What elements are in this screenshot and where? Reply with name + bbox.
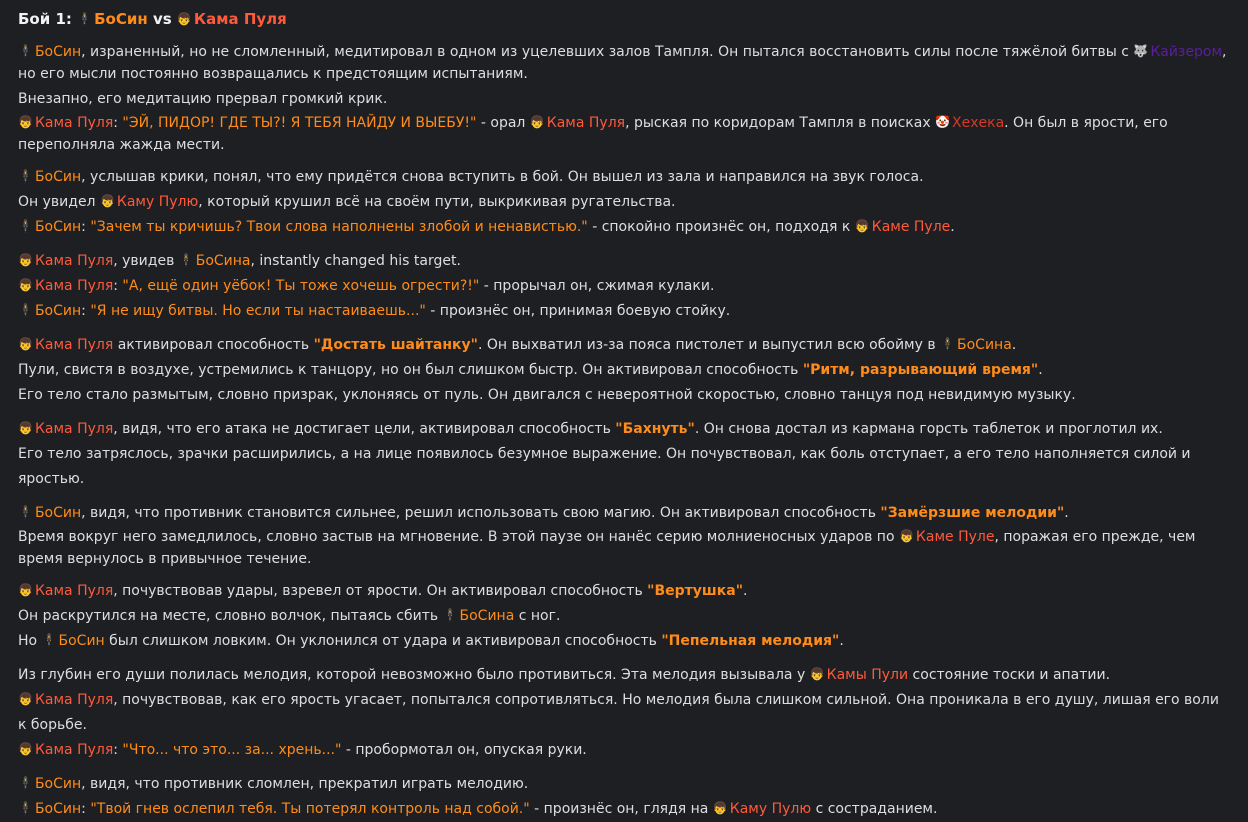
story-text: , но его мысли постоянно возвращались к предстоящим испытаниям. xyxy=(18,44,1227,82)
story-line xyxy=(18,688,1230,738)
ability-name: "Достать шайтанку" xyxy=(313,337,478,353)
period: . xyxy=(743,583,748,599)
story-line xyxy=(18,442,1230,492)
bosin-icon: 🕴 xyxy=(18,505,33,519)
ability-name: "Пепельная мелодия" xyxy=(661,633,840,649)
kama-name: Кама Пуля xyxy=(34,583,114,599)
bosin-name: БоСина xyxy=(195,253,251,269)
kama-icon: 👦 xyxy=(18,742,33,756)
story-text: , израненный, но не сломленный, медитировал в одном из уцелевших залов Тампля. Он пытался восстановить силы после тяжёлой битвы с xyxy=(81,44,1134,60)
story-line xyxy=(18,417,1230,442)
kama-name: Каме Пуле xyxy=(871,219,951,235)
story-line xyxy=(18,190,1230,215)
story-line xyxy=(18,215,1230,240)
period: . xyxy=(839,633,844,649)
story-text: - пробормотал он, опуская руки. xyxy=(341,742,587,758)
kama-icon: 👦 xyxy=(898,529,914,543)
ability-name: "Бахнуть" xyxy=(615,421,695,437)
kama-name: Камы Пули xyxy=(826,667,909,683)
story-text: , увидев xyxy=(113,253,179,269)
speech-text: "Что... что это... за... хрень..." xyxy=(122,742,342,758)
story-paragraph xyxy=(18,165,1230,240)
story-text: , почувствовав, как его ярость угасает, попытался сопротивляться. Но мелодия была слишком сильной. Она проникала в его душу, лишая его воли к борьбе. xyxy=(18,692,1219,733)
kama-name: Кама Пуля xyxy=(34,742,114,758)
story-text: Его тело стало размытым, словно призрак, уклоняясь от пуль. Он двигался с невероятной скоростью, словно танцуя под невидимую музыку. xyxy=(18,387,1076,403)
bosin-icon: 🕴 xyxy=(18,219,33,233)
story-paragraph xyxy=(18,249,1230,324)
bosin-icon: 🕴 xyxy=(940,337,955,351)
story-line xyxy=(18,358,1230,383)
bosin-name: БоСин xyxy=(34,505,82,521)
story-text: Он раскрутился на месте, словно волчок, пытаясь сбить xyxy=(18,608,443,624)
kama-icon: 👦 xyxy=(18,421,33,435)
bosin-name: БоСин xyxy=(58,633,105,649)
bosin-icon: 🕴 xyxy=(18,801,33,815)
period: . xyxy=(950,219,955,235)
story-line xyxy=(18,383,1230,408)
story-text: , который крушил всё на своём пути, выкрикивая ругательства. xyxy=(198,194,676,210)
story-text: состояние тоски и апатии. xyxy=(908,667,1111,683)
kama-name: Кама Пуля xyxy=(34,115,114,131)
story-text: Пули, свистя в воздухе, устремились к танцору, но он был слишком быстр. Он активировал способность xyxy=(18,362,803,378)
story-text: , почувствовав удары, взревел от ярости. Он активировал способность xyxy=(113,583,648,599)
story-text: активировал способность xyxy=(113,337,314,353)
bosin-icon: 🕴 xyxy=(18,303,33,317)
kama-name: Кама Пуля xyxy=(34,253,114,269)
colon: : xyxy=(113,115,123,131)
story-text: - произнёс он, глядя на xyxy=(529,801,713,817)
fight-title xyxy=(18,8,1230,31)
story-line xyxy=(18,501,1230,526)
bosin-icon: 🕴 xyxy=(442,608,458,622)
kama-name: Кама Пуля xyxy=(34,421,114,437)
kama-icon: 👦 xyxy=(809,667,825,681)
kama-icon: 👦 xyxy=(18,337,33,351)
story-paragraph xyxy=(18,579,1230,654)
story-line xyxy=(18,87,1230,112)
colon: : xyxy=(81,219,91,235)
story-text: был слишком ловким. Он уклонился от удара и активировал способность xyxy=(104,633,662,649)
story-line xyxy=(18,738,1230,763)
story-text: , видя, что его атака не достигает цели, активировал способность xyxy=(113,421,616,437)
story-line xyxy=(18,333,1230,358)
period: . xyxy=(1038,362,1043,378)
speech-text: "А, ещё один уёбок! Ты тоже хочешь огрести?!" xyxy=(122,278,480,294)
speech-text: "Зачем ты кричишь? Твои слова наполнены злобой и ненавистью." xyxy=(90,219,588,235)
speech-text: "ЭЙ, ПИДОР! ГДЕ ТЫ?! Я ТЕБЯ НАЙДУ И ВЫЕБУ!" xyxy=(122,115,477,131)
kama-icon: 👦 xyxy=(99,194,115,208)
story-line xyxy=(18,299,1230,324)
story-text: , рыская по коридорам Тампля в поисках xyxy=(625,115,936,131)
story-line xyxy=(18,274,1230,299)
story-paragraph xyxy=(18,41,1230,156)
story-line xyxy=(18,526,1230,570)
story-line xyxy=(18,112,1230,156)
kama-icon: 👦 xyxy=(712,801,728,815)
story-text: , instantly changed his target. xyxy=(250,253,461,269)
story-paragraph xyxy=(18,333,1230,408)
story-line xyxy=(18,604,1230,629)
story-text: - прорычал он, сжимая кулаки. xyxy=(479,278,715,294)
story-line xyxy=(18,772,1230,797)
story-paragraph xyxy=(18,417,1230,492)
story-text: . Он снова достал из кармана горсть таблеток и проглотил их. xyxy=(694,421,1163,437)
story-text: , видя, что противник становится сильнее, решил использовать свою магию. Он активировал способность xyxy=(81,505,881,521)
story-text: - орал xyxy=(476,115,530,131)
clown-icon: 🤡 xyxy=(935,115,951,129)
story-text: , поражая его прежде, чем время вернулось в привычное течение. xyxy=(18,529,1196,567)
story-line xyxy=(18,629,1230,654)
hexeka-name: Хехека xyxy=(952,115,1005,131)
kaizer-name: Кайзером xyxy=(1150,44,1223,60)
story-text: . Он выхватил из-за пояса пистолет и выпустил всю обойму в xyxy=(477,337,941,353)
story-text: Но xyxy=(18,633,42,649)
wolf-icon: 🐺 xyxy=(1133,44,1149,58)
ability-name: "Ритм, разрывающий время" xyxy=(802,362,1039,378)
bosin-name: БоСин xyxy=(34,801,82,817)
kama-icon: 👦 xyxy=(18,253,33,267)
story-text: , услышав крики, понял, что ему придётся снова вступить в бой. Он вышел из зала и направился на звук голоса. xyxy=(81,169,924,185)
bosin-name: БоСина xyxy=(957,337,1012,353)
story-line xyxy=(18,41,1230,85)
bosin-name: БоСин xyxy=(34,44,82,60)
story-text: - произнёс он, принимая боевую стойку. xyxy=(425,303,731,319)
kama-icon: 👦 xyxy=(854,219,870,233)
bosin-name: БоСин xyxy=(34,776,82,792)
period: . xyxy=(1011,337,1017,353)
ability-name: "Замёрзшие мелодии" xyxy=(880,505,1065,521)
kama-icon: 👦 xyxy=(18,583,33,597)
story-text: , видя, что противник сломлен, прекратил играть мелодию. xyxy=(81,776,529,792)
speech-text: "Я не ищу битвы. Но если ты настаиваешь..." xyxy=(90,303,426,319)
kama-icon: 👦 xyxy=(18,692,33,706)
story-line xyxy=(18,165,1230,190)
bosin-name: БоСин xyxy=(34,219,82,235)
colon: : xyxy=(113,278,123,294)
bosin-icon: 🕴 xyxy=(178,253,194,267)
story-text: Время вокруг него замедлилось, словно застыв на мгновение. В этой паузе он нанёс серию молниеносных ударов по xyxy=(18,529,899,545)
bosin-icon: 🕴 xyxy=(18,776,33,790)
speech-text: "Твой гнев ослепил тебя. Ты потерял контроль над собой." xyxy=(90,801,530,817)
story-paragraph xyxy=(18,663,1230,763)
bosin-icon: 🕴 xyxy=(18,44,33,58)
kama-name: Кама Пуля xyxy=(34,337,114,353)
bosin-name: БоСин xyxy=(34,303,82,319)
vs-label: vs xyxy=(147,10,177,28)
story-line xyxy=(18,663,1230,688)
fight-title-prefix: Бой 1: xyxy=(18,10,78,28)
bosin-name: БоСина xyxy=(459,608,515,624)
kama-name: Каме Пуле xyxy=(915,529,995,545)
kama-name: Каму Пулю xyxy=(116,194,199,210)
story-text: Из глубин его души полилась мелодия, которой невозможно было противиться. Эта мелодия вызывала у xyxy=(18,667,810,683)
period: . xyxy=(1064,505,1069,521)
story-line xyxy=(18,797,1230,822)
kama-name: Кама Пуля xyxy=(34,278,114,294)
story-paragraph xyxy=(18,772,1230,822)
kama-icon: 👦 xyxy=(529,115,545,129)
kama-icon: 👦 xyxy=(176,12,192,26)
colon: : xyxy=(81,303,91,319)
story-line xyxy=(18,579,1230,604)
story-text: Внезапно, его медитацию прервал громкий крик. xyxy=(18,91,388,107)
bosin-name: БоСин xyxy=(34,169,82,185)
kama-icon: 👦 xyxy=(18,278,33,292)
fighter-bosin: БоСин xyxy=(94,10,148,28)
story-line xyxy=(18,249,1230,274)
kama-name: Кама Пуля xyxy=(34,692,114,708)
ability-name: "Вертушка" xyxy=(647,583,743,599)
colon: : xyxy=(113,742,123,758)
story-text: Он увидел xyxy=(18,194,100,210)
story-text: - спокойно произнёс он, подходя к xyxy=(587,219,855,235)
colon: : xyxy=(81,801,91,817)
kama-icon: 👦 xyxy=(18,115,33,129)
bosin-icon: 🕴 xyxy=(41,633,57,647)
kama-name: Кама Пуля xyxy=(546,115,626,131)
story-text: . Он был в ярости, его переполняла жажда мести. xyxy=(18,115,1168,153)
story-text: с состраданием. xyxy=(811,801,938,817)
story-text: Его тело затряслось, зрачки расширились, а на лице появилось безумное выражение. Он почувствовал, как боль отступает, а его тело наполняется силой и яростью. xyxy=(18,446,1191,487)
kama-name: Каму Пулю xyxy=(729,801,812,817)
bosin-icon: 🕴 xyxy=(18,169,33,183)
bosin-icon: 🕴 xyxy=(77,12,93,26)
fighter-kama: Кама Пуля xyxy=(193,10,287,28)
story-text: с ног. xyxy=(514,608,561,624)
story-paragraph xyxy=(18,501,1230,570)
